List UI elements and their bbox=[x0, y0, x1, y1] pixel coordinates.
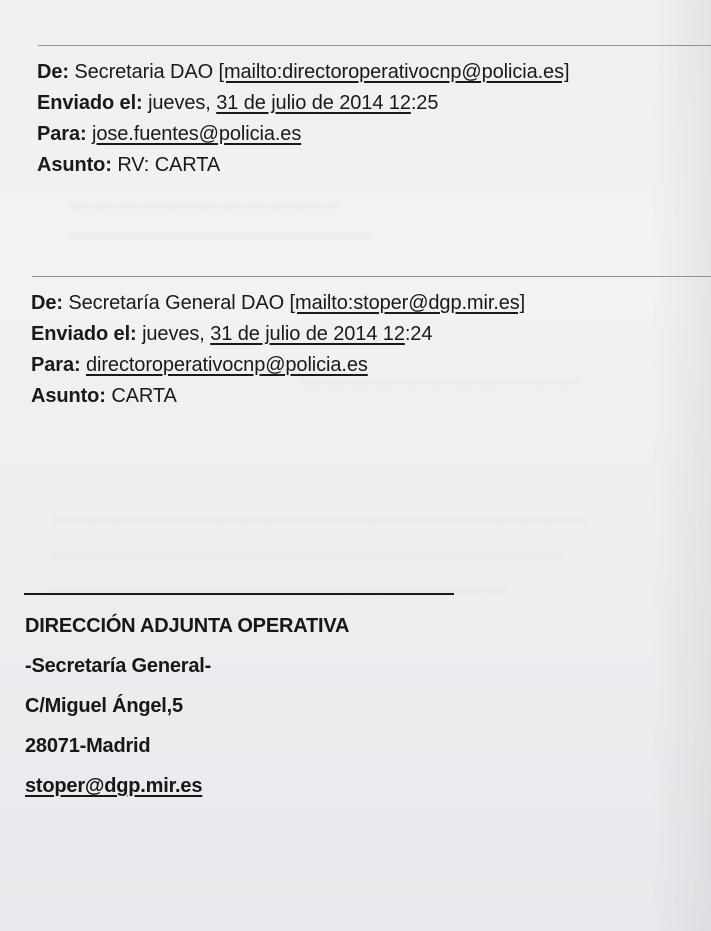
email-separator-rule bbox=[32, 276, 711, 277]
from-line bbox=[31, 288, 707, 319]
sent-date: 31 de julio de 2014 12 bbox=[210, 323, 405, 345]
sent-date: 31 de julio de 2014 12 bbox=[216, 92, 411, 114]
to-address-link[interactable]: directoroperativocnp@policia.es bbox=[86, 354, 368, 376]
to-line bbox=[37, 119, 707, 150]
from-name: Secretaria DAO bbox=[74, 61, 219, 83]
bleed-through-text: ~~~~~~~~~~~~~~~~~~~~~~~~~~ bbox=[70, 226, 374, 248]
email-header-original bbox=[31, 288, 707, 412]
signature-rule bbox=[24, 593, 454, 595]
subject-line bbox=[37, 150, 707, 181]
bleed-through-text: ~~~~~~~~~~~~~~~~~~~~~~~ bbox=[70, 196, 339, 218]
subject-label: Asunto: bbox=[37, 154, 112, 176]
to-label: Para: bbox=[37, 123, 87, 145]
to-address-link[interactable]: jose.fuentes@policia.es bbox=[92, 123, 302, 145]
sent-label: Enviado el: bbox=[31, 323, 137, 345]
signature-email-link[interactable]: stoper@dgp.mir.es bbox=[25, 775, 203, 797]
from-label: De: bbox=[37, 61, 69, 83]
signature-street: C/Miguel Ángel,5 bbox=[25, 695, 183, 717]
from-line bbox=[37, 57, 707, 88]
from-name: Secretaría General DAO bbox=[68, 292, 290, 314]
sent-time-rest: :25 bbox=[410, 92, 439, 114]
bleed-through-text: ~~~~~~~~~~~~~~~~~~~~~~~~~~~~~~~~~~~~~~~ bbox=[50, 580, 506, 602]
from-mailto-link[interactable]: [mailto:stoper@dgp.mir.es] bbox=[289, 292, 526, 314]
email-header-forwarded bbox=[37, 57, 707, 181]
email-separator-rule bbox=[38, 45, 711, 46]
sent-weekday: jueves, bbox=[148, 92, 217, 114]
to-label: Para: bbox=[31, 354, 81, 376]
subject-text: RV: CARTA bbox=[117, 154, 221, 176]
subject-label: Asunto: bbox=[31, 385, 106, 407]
sent-line bbox=[37, 88, 707, 119]
bleed-through-text: ~~~~~~~~~~~~~~~~~~~~~~~~ bbox=[300, 372, 581, 394]
from-mailto-link[interactable]: [mailto:directoroperativocnp@policia.es] bbox=[218, 61, 570, 83]
signature-block bbox=[25, 606, 625, 806]
signature-city: 28071-Madrid bbox=[25, 735, 151, 757]
sent-weekday: jueves, bbox=[142, 323, 211, 345]
to-line bbox=[31, 350, 707, 381]
subject-text: CARTA bbox=[111, 385, 177, 407]
subject-line bbox=[31, 381, 707, 412]
signature-department: -Secretaría General- bbox=[25, 655, 212, 677]
sent-time-rest: :24 bbox=[404, 323, 433, 345]
signature-office: DIRECCIÓN ADJUNTA OPERATIVA bbox=[25, 615, 350, 637]
sent-label: Enviado el: bbox=[37, 92, 143, 114]
sent-line bbox=[31, 319, 707, 350]
from-label: De: bbox=[31, 292, 63, 314]
bleed-through-text: ~~~~~~~~~~~~~~~~~~~~~~~~~~~~~~~~~~~~~~~~~~~~~~ bbox=[50, 510, 588, 532]
bleed-through-text: ~~~~~~~~~~~~~~~~~~~~~~~~~~~~~~~~~~~~~~~~~~~~ bbox=[50, 545, 564, 567]
